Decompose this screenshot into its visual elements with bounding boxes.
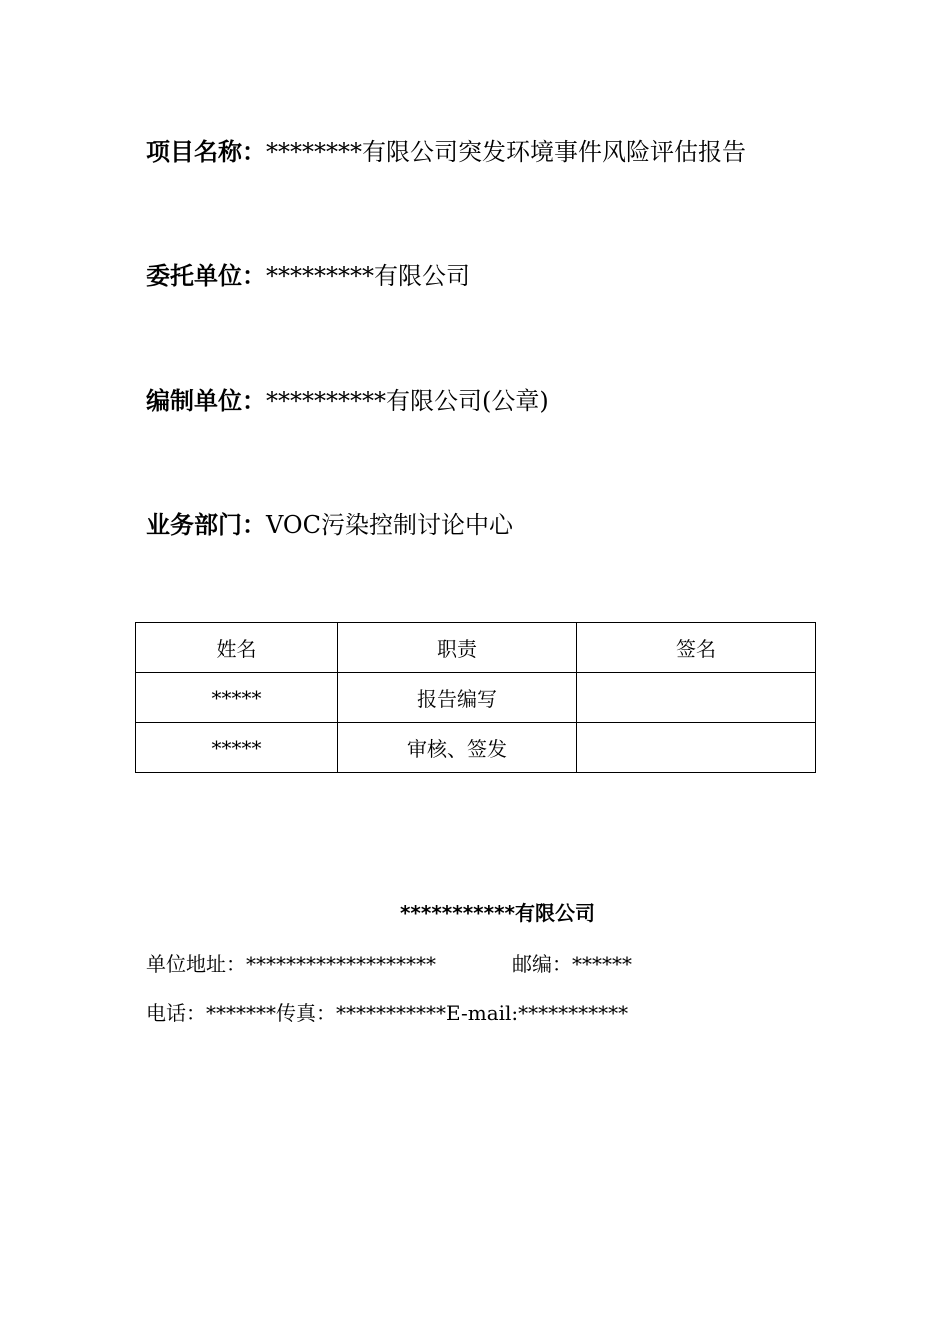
client-value: *********有限公司 <box>266 262 470 290</box>
department-field <box>146 509 513 541</box>
row-duty: 审核、签发 <box>338 723 577 773</box>
table-row <box>136 723 816 773</box>
row-name: ***** <box>136 723 338 773</box>
company-postcode: 邮编：****** <box>512 952 632 976</box>
row-signature <box>577 723 816 773</box>
staff-table <box>135 622 816 773</box>
table-header-row <box>136 623 816 673</box>
client-field <box>146 260 470 292</box>
company-name: ***********有限公司 <box>399 901 596 925</box>
client-label: 委托单位： <box>146 262 266 290</box>
table-row <box>136 673 816 723</box>
compiler-label: 编制单位： <box>146 387 266 415</box>
project-name-value: ********有限公司突发环境事件风险评估报告 <box>266 138 746 166</box>
company-contact: 电话：*******传真：***********E-mail:*********** <box>146 1001 629 1025</box>
department-value: VOC污染控制讨论中心 <box>266 511 513 539</box>
header-signature: 签名 <box>577 623 816 673</box>
header-duty: 职责 <box>338 623 577 673</box>
project-name-label: 项目名称： <box>146 138 266 166</box>
header-name: 姓名 <box>136 623 338 673</box>
compiler-field <box>146 385 549 417</box>
row-duty: 报告编写 <box>338 673 577 723</box>
project-name-field <box>146 136 746 168</box>
row-signature <box>577 673 816 723</box>
company-address: 单位地址：******************* <box>146 952 436 976</box>
row-name: ***** <box>136 673 338 723</box>
department-label: 业务部门： <box>146 511 266 539</box>
compiler-value: **********有限公司(公章) <box>266 387 549 415</box>
